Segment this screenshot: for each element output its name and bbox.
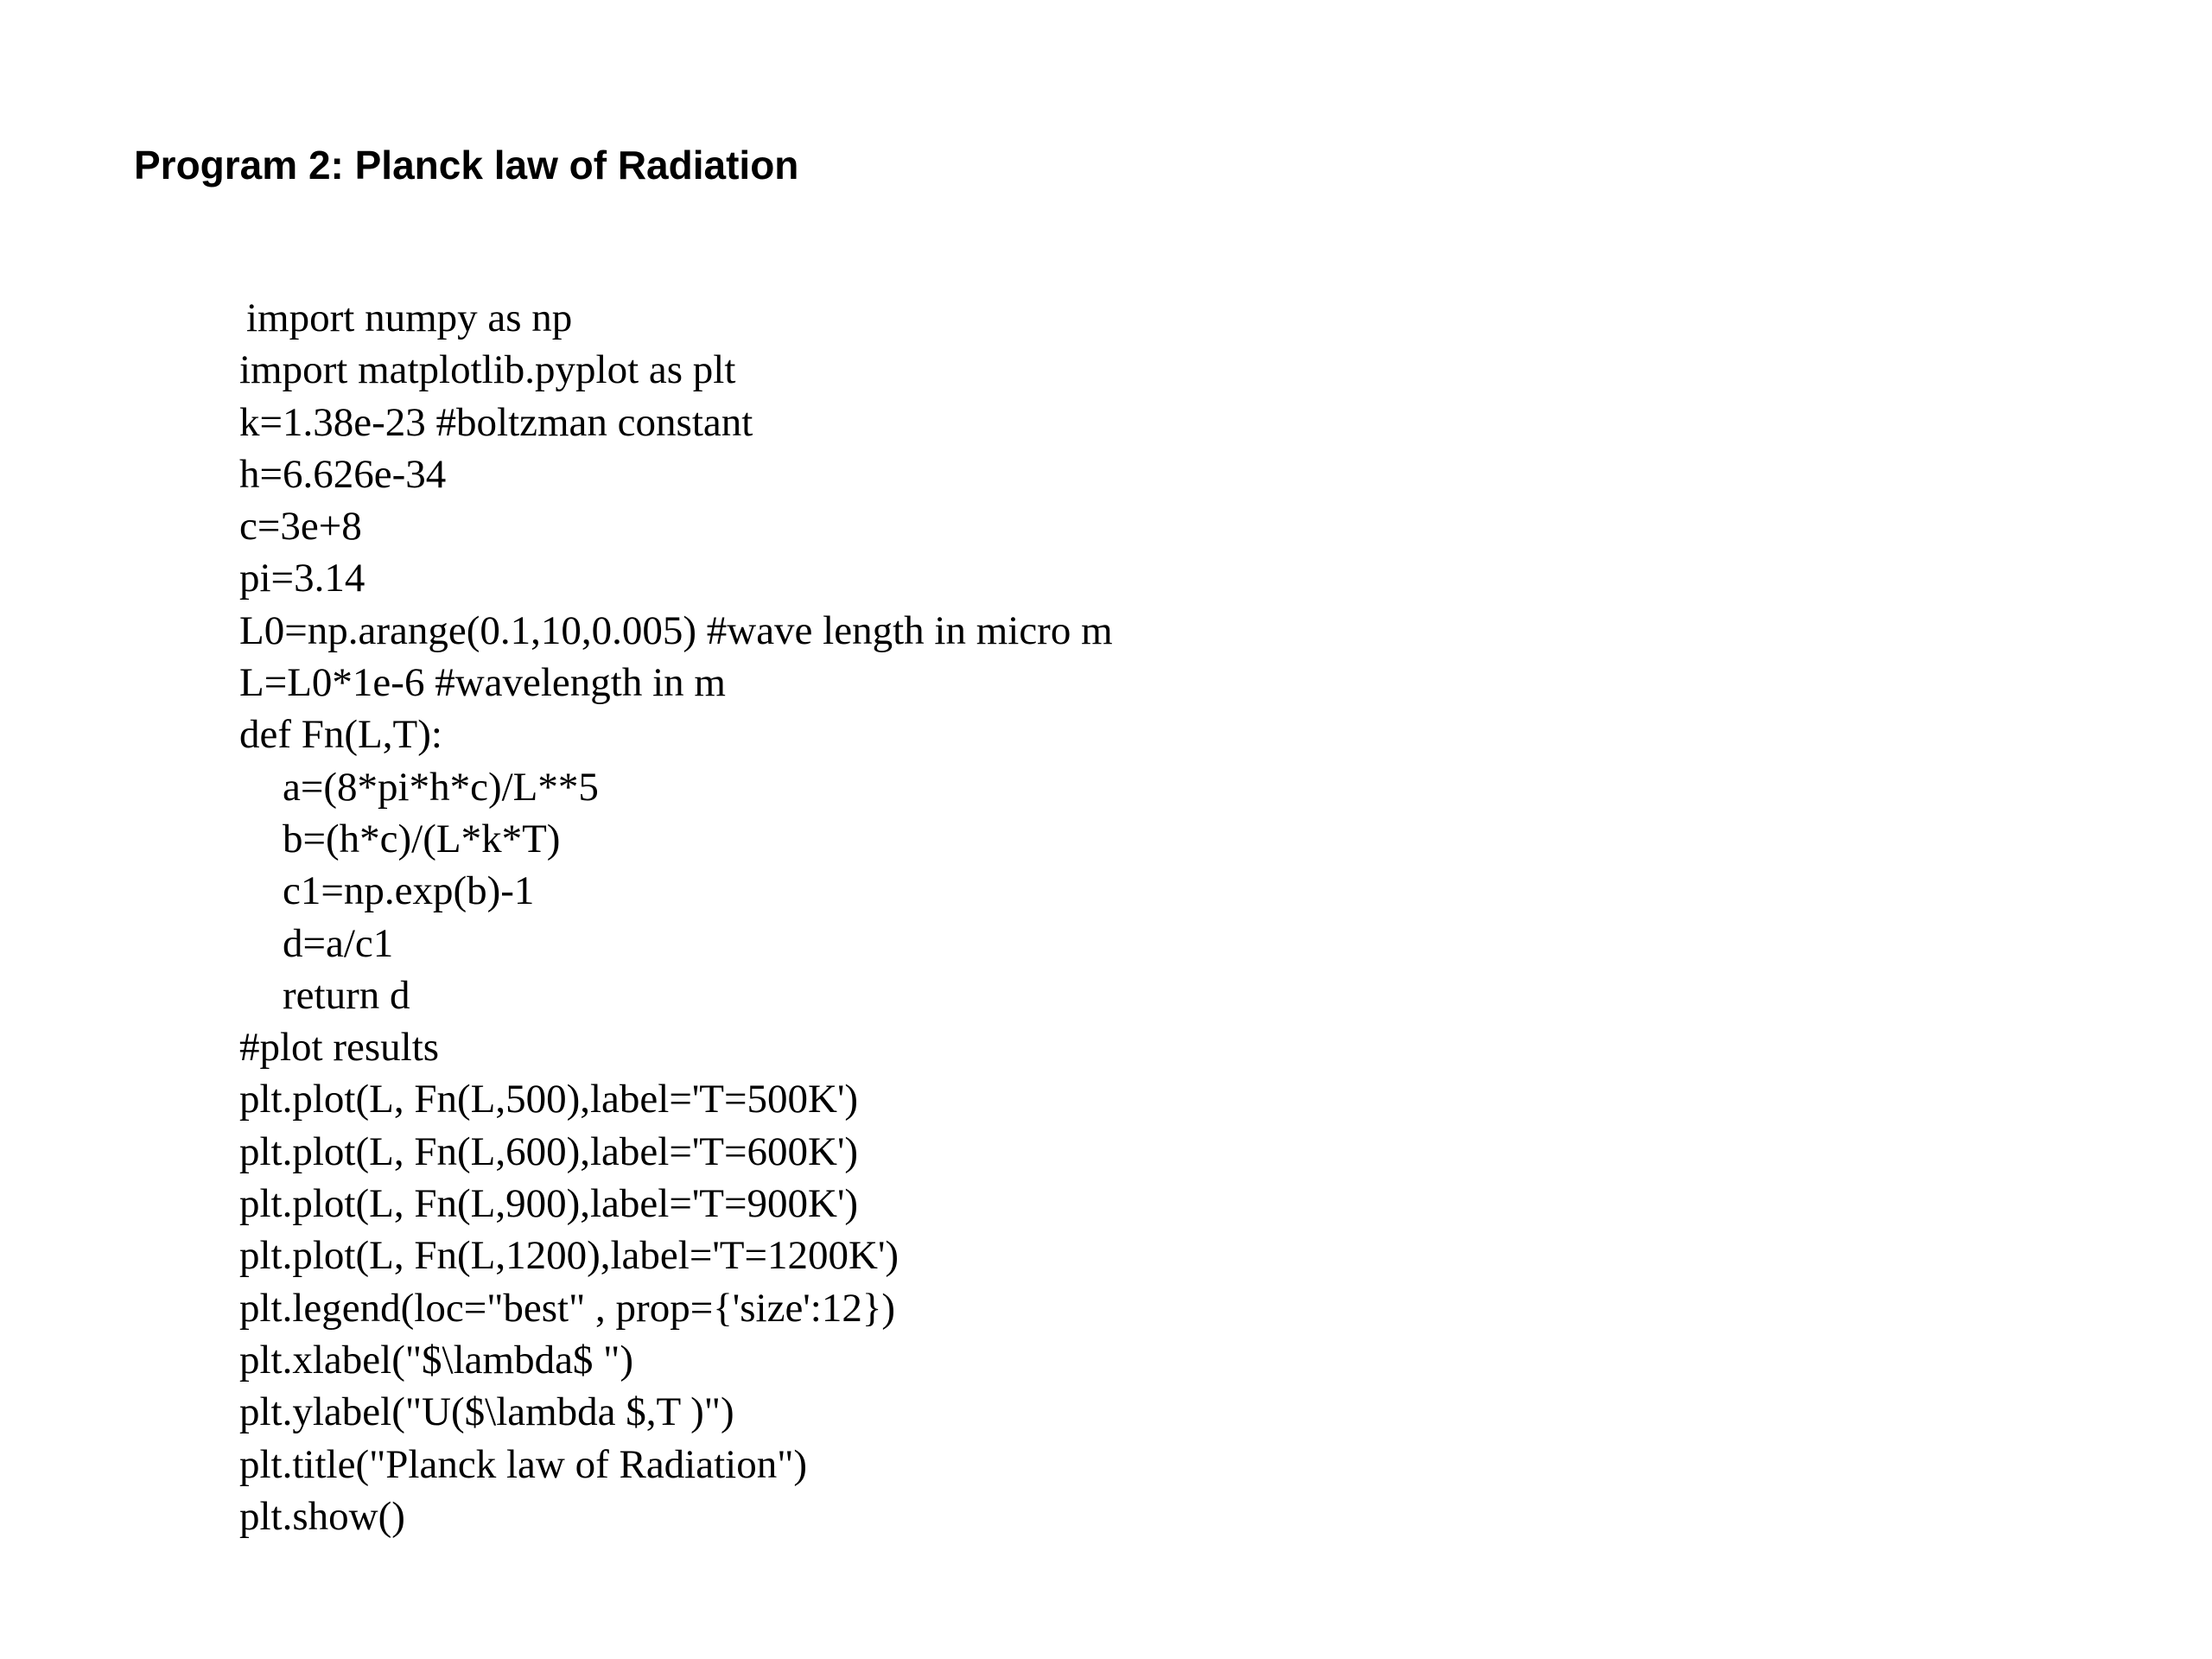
code-line: c=3e+8 <box>239 504 362 550</box>
code-line: L0=np.arange(0.1,10,0.005) #wave length in micro m <box>239 607 1113 653</box>
code-line: plt.legend(loc="best" , prop={'size':12}) <box>239 1285 896 1331</box>
code-line: plt.plot(L, Fn(L,600),label='T=600K') <box>239 1128 859 1174</box>
code-line: b=(h*c)/(L*k*T) <box>283 816 561 861</box>
code-line: h=6.626e-34 <box>239 451 447 497</box>
code-line: k=1.38e-23 #boltzman constant <box>239 399 753 445</box>
code-line: import numpy as np <box>246 296 573 340</box>
code-line: plt.show() <box>239 1493 405 1539</box>
code-line: plt.plot(L, Fn(L,500),label='T=500K') <box>239 1077 859 1122</box>
code-line: pi=3.14 <box>239 556 365 601</box>
code-line: plt.ylabel("U($\lambda $,T )") <box>239 1389 734 1435</box>
code-line: #plot results <box>239 1025 440 1071</box>
code-line: plt.title("Planck law of Radiation") <box>239 1441 808 1487</box>
code-line: a=(8*pi*h*c)/L**5 <box>283 764 599 810</box>
code-line: L=L0*1e-6 #wavelength in m <box>239 660 726 706</box>
code-listing <box>239 292 1113 1542</box>
code-line: def Fn(L,T): <box>239 712 442 758</box>
program-heading: Program 2: Planck law of Radiation <box>134 143 799 188</box>
code-line: d=a/c1 <box>283 920 394 966</box>
code-line: return d <box>283 972 410 1018</box>
code-line: import matplotlib.pyplot as plt <box>239 347 736 393</box>
code-line: c1=np.exp(b)-1 <box>283 868 535 914</box>
code-line: plt.plot(L, Fn(L,1200),label='T=1200K') <box>239 1233 899 1279</box>
code-line: plt.plot(L, Fn(L,900),label='T=900K') <box>239 1181 859 1227</box>
code-line: plt.xlabel("$\lambda$ ") <box>239 1337 634 1382</box>
